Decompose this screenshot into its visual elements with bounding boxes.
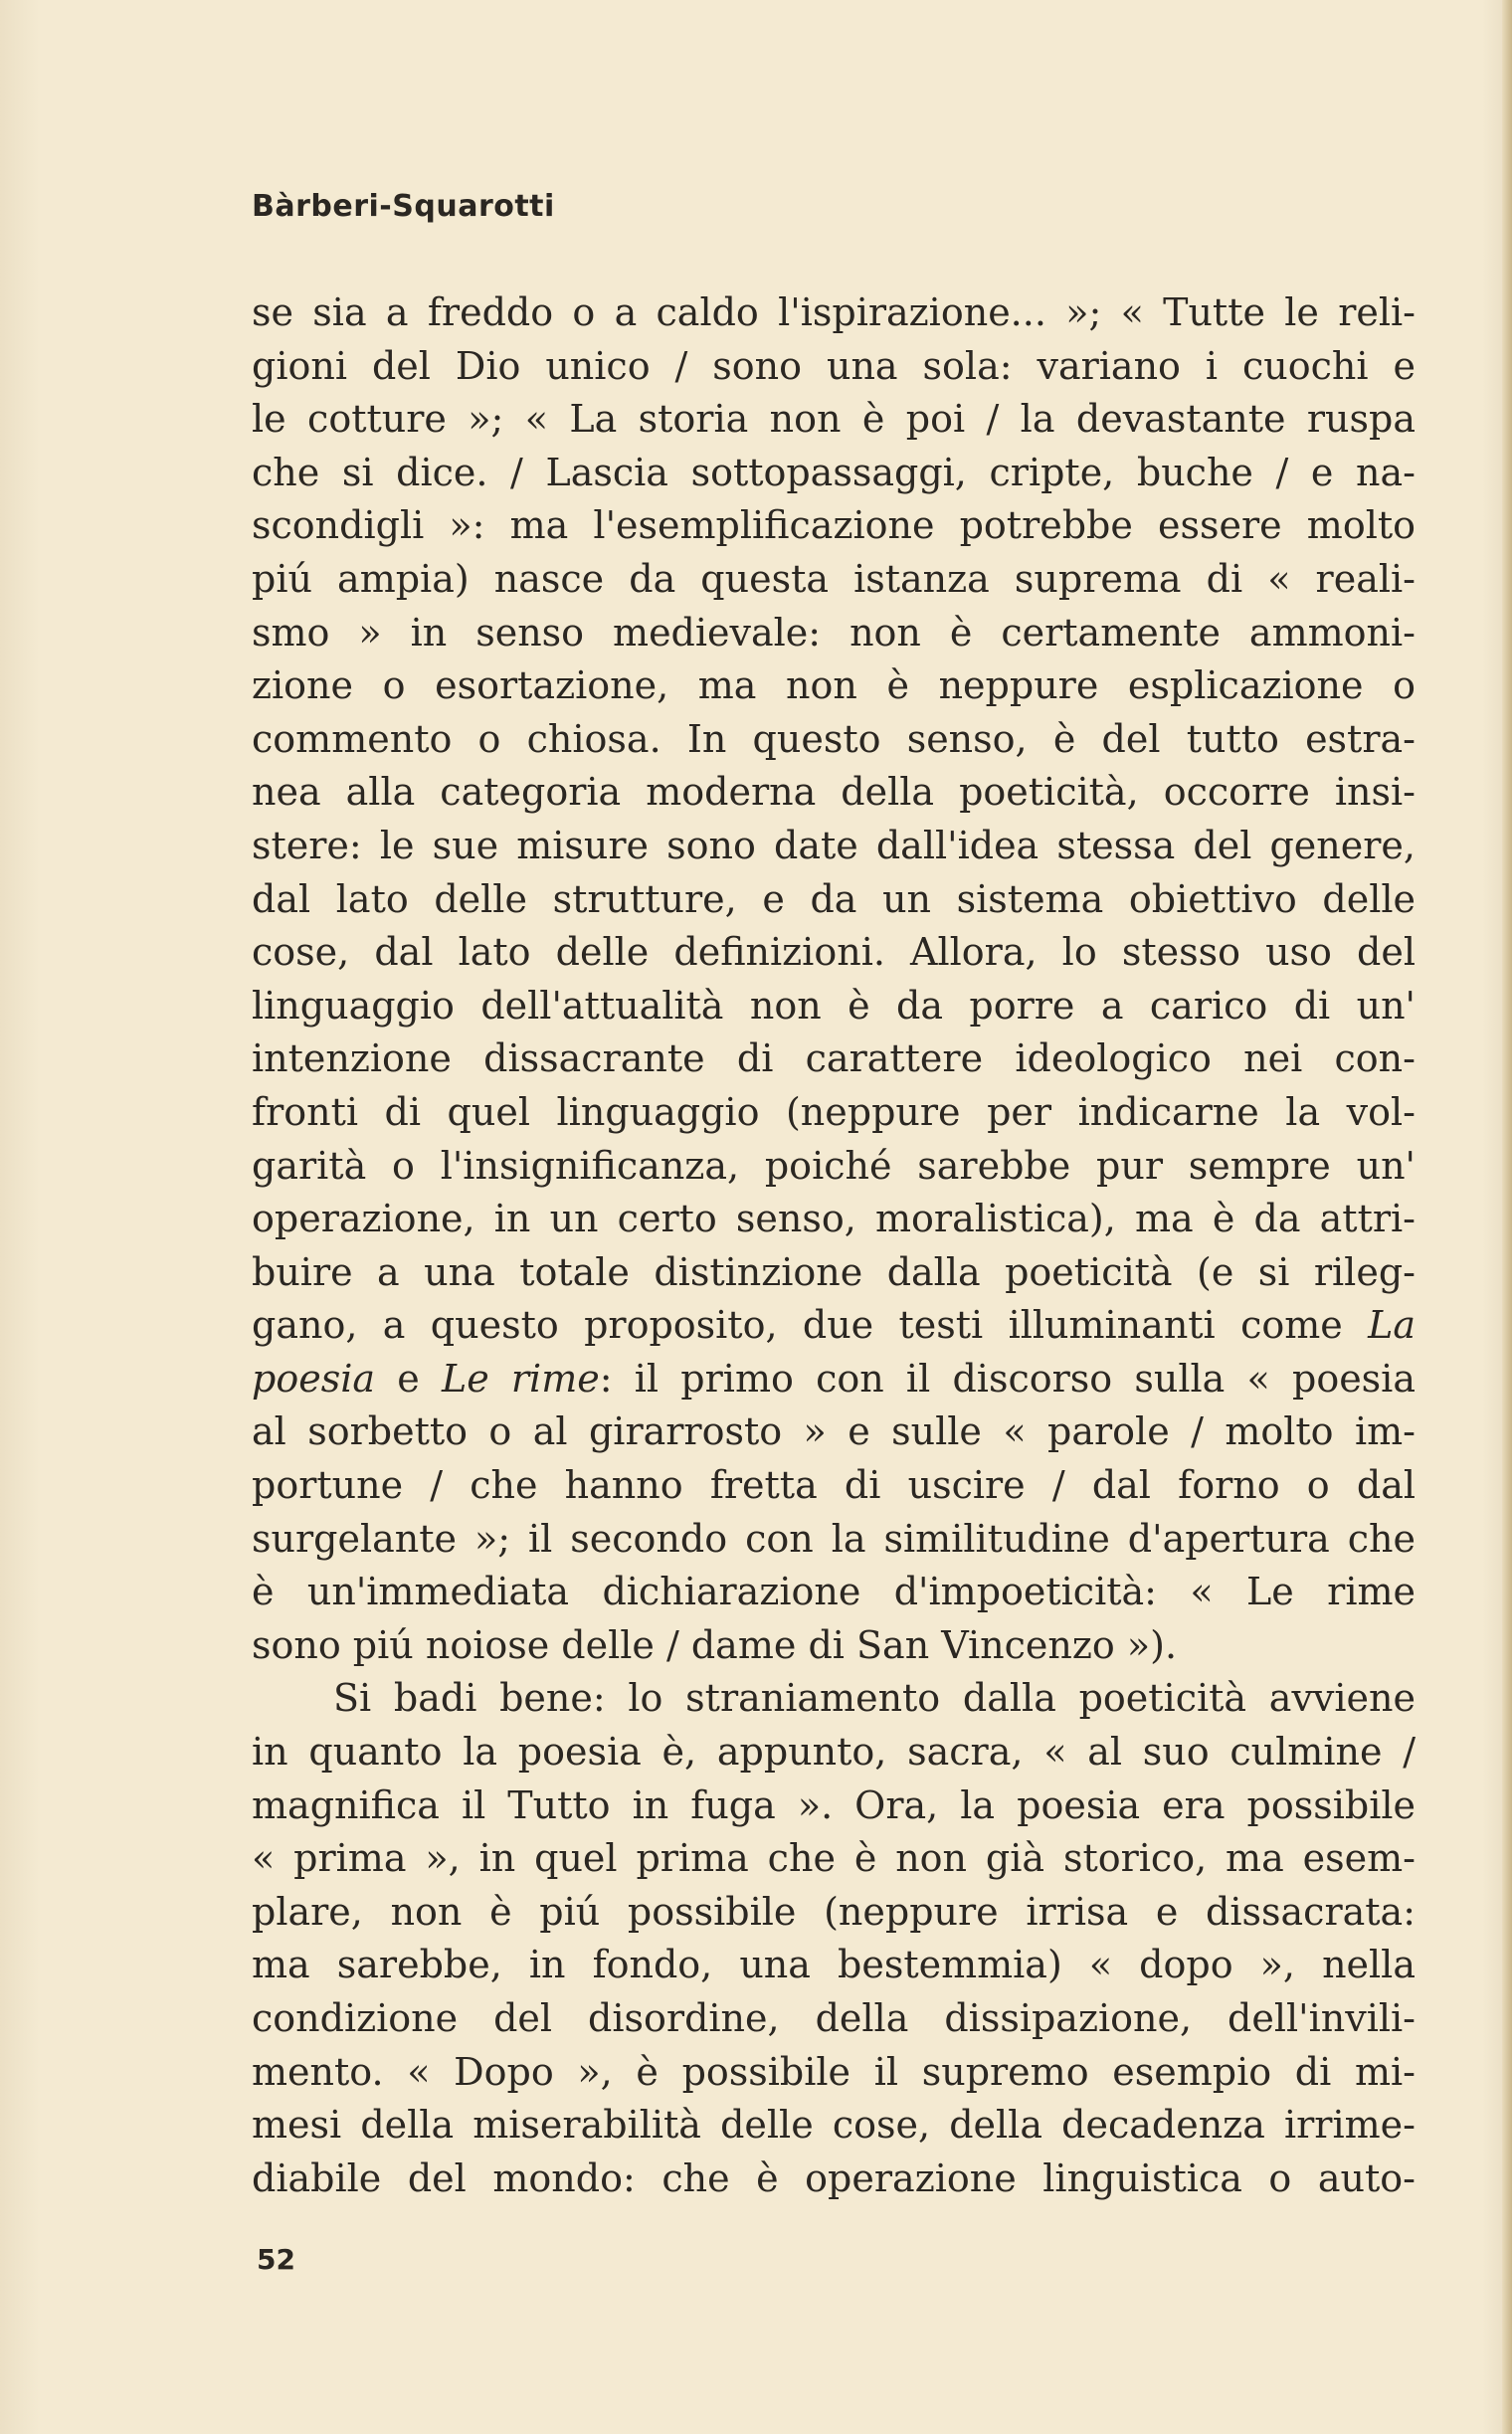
page-edge bbox=[1502, 0, 1512, 2434]
text-line: è un'immediata dichiarazione d'impoeticità: « Le rime bbox=[252, 1570, 1416, 1614]
text-line: fronti di quel linguaggio (neppure per indicarne la vol- bbox=[252, 1089, 1416, 1134]
text-line: sono piú noiose delle / dame di San Vincenzo »). bbox=[252, 1622, 1178, 1667]
text-line: plare, non è piú possibile (neppure irrisa e dissacrata: bbox=[252, 1889, 1416, 1934]
text-line: se sia a freddo o a caldo l'ispirazione... »; « Tutte le reli- bbox=[252, 290, 1416, 334]
text-line: zione o esortazione, ma non è neppure esplicazione o bbox=[252, 663, 1416, 708]
text-line: cose, dal lato delle definizioni. Allora, lo stesso uso del bbox=[252, 930, 1416, 975]
text-line: magnifica il Tutto in fuga ». Ora, la poesia era possibile bbox=[252, 1782, 1416, 1827]
text-line: « prima », in quel prima che è non già storico, ma esem- bbox=[252, 1836, 1416, 1881]
text-line-mixed bbox=[252, 1353, 1416, 1406]
italic-title: poesia bbox=[252, 1356, 376, 1401]
text-line: garità o l'insignificanza, poiché sarebbe pur sempre un' bbox=[252, 1143, 1416, 1188]
text-line: al sorbetto o al girarrosto » e sulle « parole / molto im- bbox=[252, 1409, 1416, 1454]
text-line: intenzione dissacrante di carattere ideologico nei con- bbox=[252, 1036, 1416, 1081]
text-line: dal lato delle strutture, e da un sistema obiettivo delle bbox=[252, 876, 1416, 921]
running-head: Bàrberi-Squarotti bbox=[252, 189, 555, 224]
text-line: diabile del mondo: che è operazione linguistica o auto- bbox=[252, 2155, 1416, 2200]
text-segment: gano, a questo proposito, due testi illuminanti come bbox=[252, 1303, 1369, 1348]
text-line: portune / che hanno fretta di uscire / dal forno o dal bbox=[252, 1463, 1416, 1508]
text-line: scondigli »: ma l'esemplificazione potrebbe essere molto bbox=[252, 503, 1416, 548]
text-line: in quanto la poesia è, appunto, sacra, « al suo culmine / bbox=[252, 1730, 1416, 1775]
text-line: gioni del Dio unico / sono una sola: variano i cuochi e bbox=[252, 343, 1416, 388]
body-text bbox=[252, 286, 1416, 2205]
text-line: condizione del disordine, della dissipazione, dell'invili- bbox=[252, 1996, 1416, 2040]
text-line: smo » in senso medievale: non è certamente ammoni- bbox=[252, 610, 1416, 655]
text-line: buire a una totale distinzione dalla poeticità (e si rileg- bbox=[252, 1249, 1416, 1294]
text-segment: e bbox=[375, 1356, 442, 1401]
text-line: linguaggio dell'attualità non è da porre a carico di un' bbox=[252, 983, 1416, 1028]
italic-title: Le rime bbox=[441, 1356, 600, 1401]
text-segment: : il primo con il discorso sulla « poesia bbox=[599, 1356, 1416, 1401]
text-line: mesi della miserabilità delle cose, della decadenza irrime- bbox=[252, 2103, 1416, 2148]
text-line: stere: le sue misure sono date dall'idea stessa del genere, bbox=[252, 823, 1416, 867]
page-number: 52 bbox=[257, 2243, 295, 2276]
text-line: commento o chiosa. In questo senso, è del tutto estra- bbox=[252, 716, 1416, 761]
italic-title: La bbox=[1368, 1303, 1416, 1348]
text-line: operazione, in un certo senso, moralistica), ma è da attri- bbox=[252, 1197, 1416, 1241]
text-line: mento. « Dopo », è possibile il supremo esempio di mi- bbox=[252, 2049, 1416, 2094]
text-line: piú ampia) nasce da questa istanza suprema di « reali- bbox=[252, 556, 1416, 601]
text-line: surgelante »; il secondo con la similitudine d'apertura che bbox=[252, 1516, 1416, 1561]
text-line-mixed bbox=[252, 1299, 1416, 1353]
text-line: ma sarebbe, in fondo, una bestemmia) « dopo », nella bbox=[252, 1943, 1416, 1987]
text-line: Si badi bene: lo straniamento dalla poeticità avviene bbox=[333, 1676, 1416, 1721]
text-line: nea alla categoria moderna della poeticità, occorre insi- bbox=[252, 770, 1416, 815]
text-line: che si dice. / Lascia sottopassaggi, cripte, buche / e na- bbox=[252, 450, 1416, 494]
text-line: le cotture »; « La storia non è poi / la devastante ruspa bbox=[252, 397, 1416, 442]
